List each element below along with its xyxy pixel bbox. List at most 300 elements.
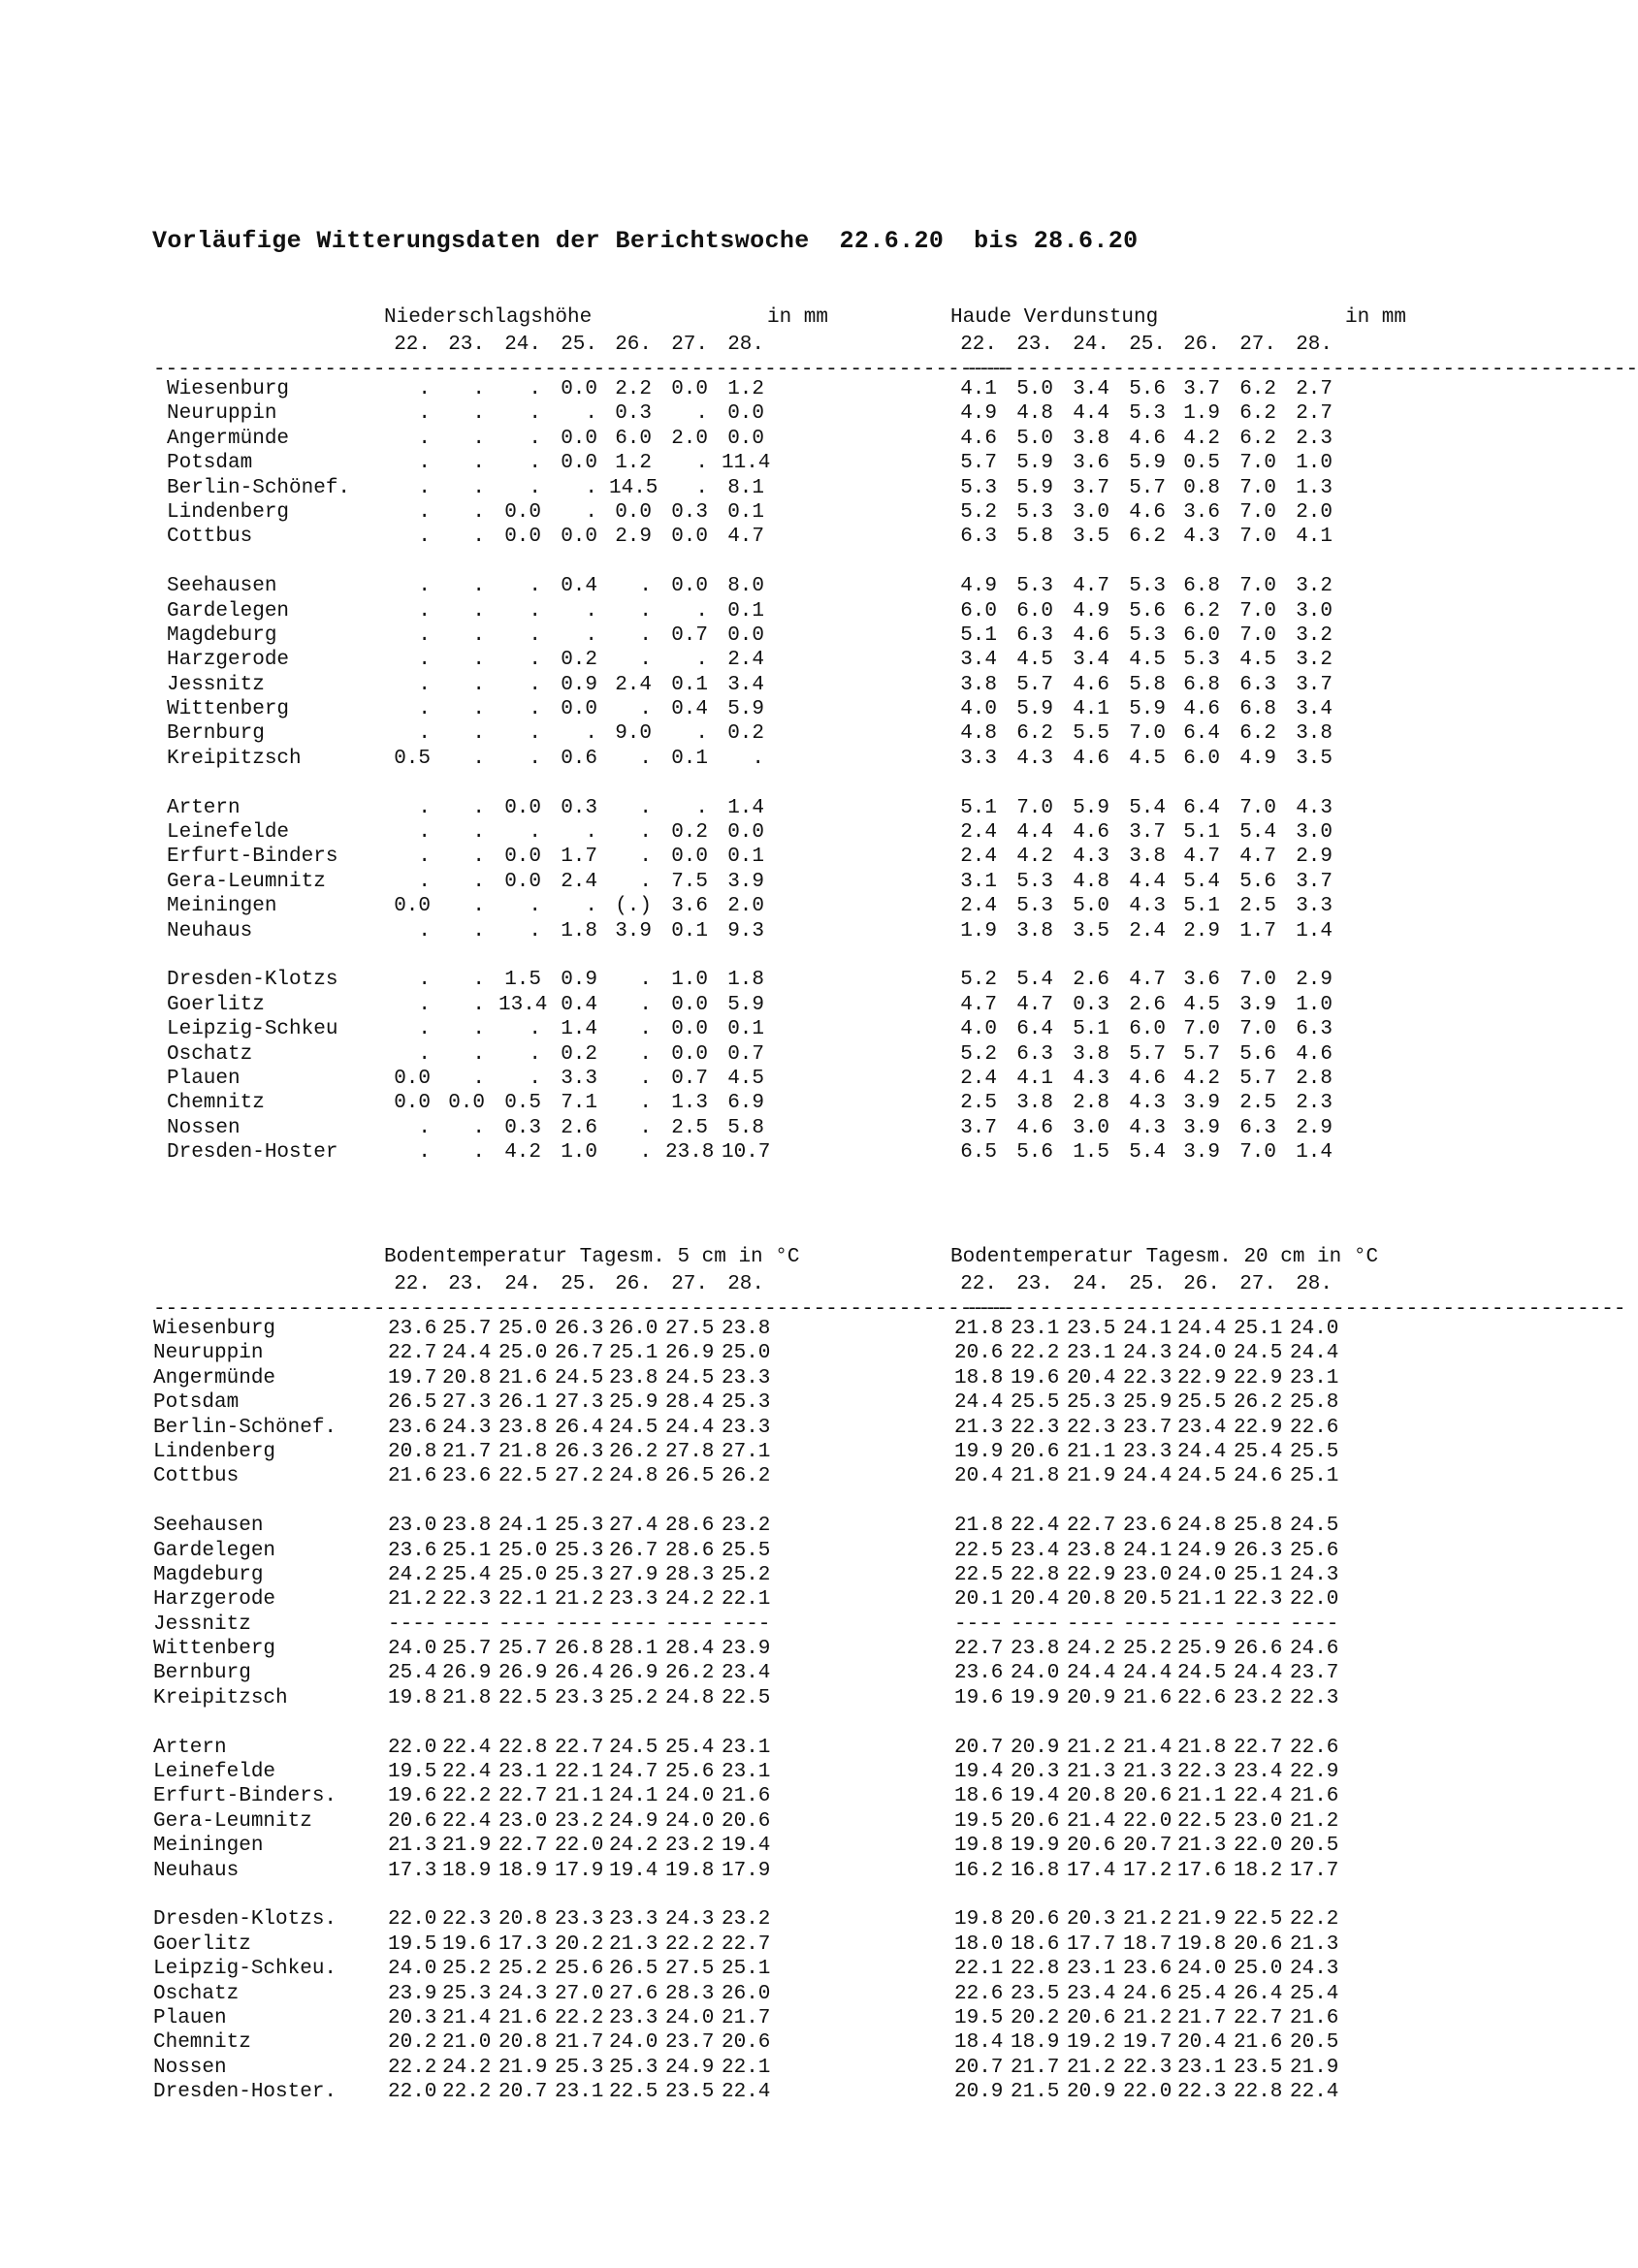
- value-cell: 25.2: [609, 1686, 658, 1709]
- value-cell: 19.9: [1011, 1686, 1060, 1709]
- value-cell: 27.1: [722, 1440, 771, 1463]
- value-cell: 19.4: [1011, 1785, 1060, 1808]
- value-cell: 24.2: [442, 2056, 492, 2079]
- value-cell: 21.9: [442, 1835, 492, 1858]
- value-cell: .: [472, 1116, 485, 1139]
- value-cell: 1.8: [561, 919, 597, 942]
- station-name: Berlin-Schönef.: [167, 476, 351, 499]
- value-cell: 24.3: [1123, 1342, 1172, 1365]
- value-cell: .: [418, 1042, 431, 1066]
- value-cell: 20.8: [498, 2031, 548, 2055]
- value-cell: .: [529, 673, 541, 696]
- table-row: [153, 1908, 1492, 1933]
- value-cell: 20.5: [1290, 2031, 1339, 2055]
- value-cell: 0.0: [504, 500, 541, 524]
- value-cell: 22.6: [1290, 1736, 1339, 1759]
- value-cell: .: [472, 378, 485, 400]
- value-cell: 25.0: [498, 1563, 548, 1586]
- precip-header: [153, 306, 1492, 334]
- precip-day-headers: [153, 334, 1492, 359]
- value-cell: .: [639, 846, 652, 869]
- value-cell: .: [472, 821, 485, 845]
- table-row: [153, 1465, 1492, 1489]
- value-cell: 22.5: [954, 1539, 1004, 1562]
- value-cell: .: [418, 476, 431, 499]
- value-cell: 0.3: [1073, 993, 1109, 1016]
- station-name: Chemnitz: [167, 1092, 265, 1115]
- value-cell: 26.4: [555, 1662, 604, 1685]
- value-cell: 1.4: [1296, 1141, 1333, 1165]
- value-cell: 24.0: [609, 2031, 658, 2055]
- value-cell: 22.3: [1177, 2081, 1227, 2104]
- station-name: Leinefelde: [167, 821, 290, 845]
- value-cell: 2.0: [727, 895, 764, 918]
- station-name: Kreipitzsch: [153, 1686, 288, 1709]
- value-cell: 25.0: [498, 1539, 548, 1562]
- value-cell: 2.3: [1296, 427, 1333, 450]
- value-cell: 0.0: [727, 821, 764, 845]
- value-cell: 25.7: [498, 1638, 548, 1661]
- table-row: [153, 624, 1492, 649]
- value-cell: 21.1: [1067, 1440, 1116, 1463]
- station-name: Cottbus: [167, 526, 253, 549]
- value-cell: 21.8: [954, 1515, 1004, 1538]
- value-cell: 23.1: [1177, 2056, 1227, 2079]
- value-cell: .: [472, 673, 485, 696]
- value-cell: 3.9: [1239, 993, 1276, 1016]
- value-cell: 17.3: [388, 1859, 437, 1882]
- value-cell: 4.6: [960, 427, 997, 450]
- value-cell: 19.9: [954, 1440, 1004, 1463]
- value-cell: 23.2: [555, 1809, 604, 1833]
- value-cell: 25.8: [1290, 1391, 1339, 1415]
- value-cell: .: [639, 649, 652, 672]
- day-header: 22.: [960, 334, 997, 356]
- value-cell: 28.4: [665, 1391, 715, 1415]
- value-cell: 0.0: [727, 427, 764, 450]
- value-cell: ----: [1123, 1613, 1172, 1636]
- value-cell: 3.0: [1296, 821, 1333, 845]
- value-cell: 22.2: [1290, 1908, 1339, 1932]
- value-cell: 5.4: [1183, 870, 1220, 893]
- value-cell: 0.0: [394, 895, 431, 918]
- value-cell: .: [695, 599, 708, 623]
- value-cell: 27.9: [609, 1563, 658, 1586]
- value-cell: 19.6: [442, 1933, 492, 1956]
- value-cell: 26.5: [665, 1465, 715, 1488]
- value-cell: 23.3: [609, 2006, 658, 2029]
- value-cell: 20.8: [442, 1366, 492, 1390]
- evap-unit: in mm: [1345, 306, 1407, 329]
- value-cell: 22.7: [388, 1342, 437, 1365]
- value-cell: 23.5: [1011, 1982, 1060, 2005]
- value-cell: 23.3: [609, 1908, 658, 1932]
- value-cell: 22.0: [555, 1835, 604, 1858]
- table-row: [153, 1737, 1492, 1761]
- table-row: [153, 748, 1492, 772]
- value-cell: 25.5: [1177, 1391, 1227, 1415]
- value-cell: 27.0: [555, 1982, 604, 2005]
- value-cell: 23.4: [1234, 1761, 1283, 1784]
- soil-20cm-label: Bodentemperatur Tagesm. 20 cm in °C: [950, 1246, 1379, 1268]
- station-name: Leipzig-Schkeu: [167, 1018, 338, 1041]
- value-cell: 1.8: [727, 969, 764, 992]
- value-cell: 4.0: [960, 698, 997, 721]
- value-cell: 1.9: [1183, 402, 1220, 426]
- value-cell: 7.0: [1129, 722, 1166, 746]
- value-cell: 18.6: [1011, 1933, 1060, 1956]
- day-header: 22.: [394, 334, 431, 356]
- value-cell: .: [472, 993, 485, 1016]
- table-row: [153, 1983, 1492, 2007]
- value-cell: 3.5: [1296, 747, 1333, 770]
- table-row: [153, 2007, 1492, 2031]
- value-cell: .: [472, 796, 485, 819]
- value-cell: 20.8: [1067, 1588, 1116, 1612]
- value-cell: .: [418, 623, 431, 647]
- value-cell: 23.9: [388, 1982, 437, 2005]
- value-cell: 4.1: [1296, 526, 1333, 549]
- value-cell: 5.4: [1239, 821, 1276, 845]
- value-cell: 0.0: [561, 378, 597, 400]
- value-cell: 6.8: [1183, 575, 1220, 598]
- station-name: Angermünde: [167, 427, 290, 450]
- value-cell: 5.7: [1239, 1067, 1276, 1090]
- value-cell: 22.0: [388, 1736, 437, 1759]
- value-cell: 19.5: [954, 2006, 1004, 2029]
- value-cell: 21.3: [1067, 1761, 1116, 1784]
- value-cell: 0.1: [727, 599, 764, 623]
- value-cell: 5.1: [1183, 895, 1220, 918]
- value-cell: 6.8: [1183, 673, 1220, 696]
- value-cell: .: [529, 452, 541, 475]
- value-cell: 21.5: [1011, 2081, 1060, 2104]
- value-cell: .: [418, 500, 431, 524]
- value-cell: 4.7: [1183, 846, 1220, 869]
- value-cell: 0.0: [504, 796, 541, 819]
- table-row: [153, 1687, 1492, 1711]
- value-cell: 0.0: [504, 846, 541, 869]
- value-cell: 5.4: [1129, 796, 1166, 819]
- value-cell: .: [639, 821, 652, 845]
- value-cell: 21.2: [1067, 1736, 1116, 1759]
- value-cell: 6.0: [615, 427, 652, 450]
- value-cell: 25.3: [722, 1391, 771, 1415]
- value-cell: 22.2: [442, 2081, 492, 2104]
- value-cell: 22.0: [1123, 1809, 1172, 1833]
- precip-label: Niederschlagshöhe: [384, 306, 593, 329]
- value-cell: 1.9: [960, 919, 997, 942]
- value-cell: 24.5: [555, 1366, 604, 1390]
- value-cell: 23.5: [1234, 2056, 1283, 2079]
- value-cell: 0.1: [727, 1018, 764, 1041]
- value-cell: .: [639, 993, 652, 1016]
- value-cell: 0.5: [394, 747, 431, 770]
- table-row: [153, 477, 1492, 501]
- value-cell: .: [639, 1141, 652, 1165]
- value-cell: 4.0: [960, 1018, 997, 1041]
- station-name: Neuruppin: [167, 402, 277, 426]
- value-cell: .: [529, 1042, 541, 1066]
- value-cell: 25.1: [1234, 1318, 1283, 1340]
- value-cell: 4.3: [1073, 846, 1109, 869]
- value-cell: 2.4: [960, 895, 997, 918]
- value-cell: 4.7: [1129, 969, 1166, 992]
- value-cell: 5.8: [727, 1116, 764, 1139]
- station-name: Goerlitz: [153, 1933, 251, 1956]
- station-name: Wiesenburg: [153, 1318, 276, 1340]
- value-cell: 26.2: [665, 1662, 715, 1685]
- table-row: [153, 452, 1492, 476]
- value-cell: 2.9: [1296, 1116, 1333, 1139]
- value-cell: 21.7: [442, 1440, 492, 1463]
- value-cell: 21.8: [1177, 1736, 1227, 1759]
- value-cell: 18.9: [442, 1859, 492, 1882]
- value-cell: 28.6: [665, 1515, 715, 1538]
- value-cell: 22.5: [1177, 1809, 1227, 1833]
- value-cell: 4.9: [960, 575, 997, 598]
- value-cell: 5.8: [1129, 673, 1166, 696]
- table-row: [153, 2031, 1492, 2056]
- value-cell: 22.2: [388, 2056, 437, 2079]
- table-row: [153, 575, 1492, 599]
- table-row: [153, 1958, 1492, 1982]
- table-row: [153, 1318, 1492, 1342]
- table-row: [153, 1342, 1492, 1366]
- value-cell: 1.7: [1239, 919, 1276, 942]
- value-cell: 23.5: [665, 2081, 715, 2104]
- value-cell: 21.3: [1177, 1835, 1227, 1858]
- value-cell: 2.5: [1239, 1092, 1276, 1115]
- value-cell: 0.0: [671, 993, 708, 1016]
- value-cell: 3.4: [1296, 698, 1333, 721]
- value-cell: .: [529, 427, 541, 450]
- value-cell: 21.8: [498, 1440, 548, 1463]
- soil-rule: [153, 1298, 1626, 1321]
- value-cell: 5.2: [960, 969, 997, 992]
- value-cell: 21.7: [1011, 2056, 1060, 2079]
- value-cell: 22.4: [1011, 1515, 1060, 1538]
- value-cell: 20.6: [1123, 1785, 1172, 1808]
- value-cell: 0.9: [561, 673, 597, 696]
- value-cell: 4.8: [1016, 402, 1053, 426]
- value-cell: 22.7: [1067, 1515, 1116, 1538]
- value-cell: 0.0: [504, 526, 541, 549]
- value-cell: 1.3: [1296, 476, 1333, 499]
- value-cell: 22.3: [1067, 1416, 1116, 1439]
- value-cell: 25.8: [1234, 1515, 1283, 1538]
- value-cell: 22.3: [1011, 1416, 1060, 1439]
- value-cell: 3.8: [1073, 427, 1109, 450]
- value-cell: 23.1: [1290, 1366, 1339, 1390]
- value-cell: .: [529, 402, 541, 426]
- value-cell: 21.1: [1177, 1785, 1227, 1808]
- value-cell: 4.2: [504, 1141, 541, 1165]
- value-cell: .: [695, 402, 708, 426]
- value-cell: 5.3: [960, 476, 997, 499]
- value-cell: 21.6: [498, 2006, 548, 2029]
- value-cell: 22.9: [1177, 1366, 1227, 1390]
- value-cell: 25.5: [1290, 1440, 1339, 1463]
- value-cell: 22.2: [442, 1785, 492, 1808]
- table-row: [153, 1092, 1492, 1116]
- group-gap: [153, 1884, 1492, 1908]
- value-cell: 6.0: [960, 599, 997, 623]
- group-gap: [153, 551, 1492, 575]
- value-cell: 22.3: [1123, 1366, 1172, 1390]
- value-cell: .: [418, 378, 431, 400]
- value-cell: 23.4: [722, 1662, 771, 1685]
- value-cell: 25.2: [442, 1958, 492, 1981]
- value-cell: 20.7: [498, 2081, 548, 2104]
- value-cell: 19.8: [388, 1686, 437, 1709]
- value-cell: 5.0: [1016, 427, 1053, 450]
- value-cell: 26.0: [722, 1982, 771, 2005]
- value-cell: 3.7: [1129, 821, 1166, 845]
- value-cell: 24.2: [665, 1588, 715, 1612]
- value-cell: 7.0: [1239, 575, 1276, 598]
- value-cell: .: [418, 1018, 431, 1041]
- table-row: [153, 402, 1492, 427]
- value-cell: 0.0: [671, 846, 708, 869]
- value-cell: .: [529, 747, 541, 770]
- value-cell: 3.5: [1073, 526, 1109, 549]
- value-cell: 3.3: [561, 1067, 597, 1090]
- value-cell: 22.0: [1123, 2081, 1172, 2104]
- value-cell: .: [472, 599, 485, 623]
- value-cell: 24.3: [1290, 1958, 1339, 1981]
- value-cell: 20.4: [1011, 1588, 1060, 1612]
- value-cell: 23.0: [388, 1515, 437, 1538]
- value-cell: ----: [1177, 1613, 1227, 1636]
- value-cell: 23.6: [442, 1465, 492, 1488]
- value-cell: 20.9: [1067, 1686, 1116, 1709]
- value-cell: 5.0: [1073, 895, 1109, 918]
- value-cell: 7.0: [1239, 526, 1276, 549]
- value-cell: 0.5: [504, 1092, 541, 1115]
- value-cell: 5.3: [1016, 575, 1053, 598]
- value-cell: 5.9: [727, 698, 764, 721]
- value-cell: .: [418, 993, 431, 1016]
- value-cell: 21.4: [1067, 1809, 1116, 1833]
- value-cell: .: [472, 698, 485, 721]
- value-cell: .: [472, 623, 485, 647]
- table-row: [153, 649, 1492, 673]
- value-cell: 26.1: [498, 1391, 548, 1415]
- value-cell: 18.7: [1123, 1933, 1172, 1956]
- value-cell: 21.7: [1177, 2006, 1227, 2029]
- value-cell: 23.9: [722, 1638, 771, 1661]
- table-row: [153, 821, 1492, 846]
- value-cell: 22.6: [954, 1982, 1004, 2005]
- value-cell: 22.8: [1234, 2081, 1283, 2104]
- value-cell: 17.9: [555, 1859, 604, 1882]
- value-cell: 26.2: [722, 1465, 771, 1488]
- value-cell: 27.4: [609, 1515, 658, 1538]
- value-cell: 4.6: [1129, 1067, 1166, 1090]
- value-cell: 4.3: [1129, 1116, 1166, 1139]
- value-cell: 26.6: [1234, 1638, 1283, 1661]
- station-name: Lindenberg: [153, 1440, 276, 1463]
- value-cell: 25.3: [555, 2056, 604, 2079]
- value-cell: 22.2: [555, 2006, 604, 2029]
- value-cell: 22.0: [1234, 1835, 1283, 1858]
- value-cell: 4.2: [1183, 1067, 1220, 1090]
- station-name: Berlin-Schönef.: [153, 1416, 337, 1439]
- value-cell: 23.6: [954, 1662, 1004, 1685]
- value-cell: 13.4: [498, 993, 548, 1016]
- value-cell: 1.4: [1296, 919, 1333, 942]
- value-cell: 22.2: [1011, 1342, 1060, 1365]
- station-name: Potsdam: [153, 1391, 240, 1415]
- value-cell: 24.5: [1290, 1515, 1339, 1538]
- value-cell: 23.1: [722, 1761, 771, 1784]
- value-cell: 9.0: [615, 722, 652, 746]
- value-cell: 19.9: [1011, 1835, 1060, 1858]
- value-cell: 25.4: [1290, 1982, 1339, 2005]
- value-cell: 20.6: [1067, 2006, 1116, 2029]
- value-cell: 25.3: [555, 1539, 604, 1562]
- value-cell: 5.3: [1183, 649, 1220, 672]
- value-cell: 20.4: [954, 1465, 1004, 1488]
- value-cell: 25.1: [609, 1342, 658, 1365]
- table-row: [153, 378, 1492, 402]
- value-cell: 19.2: [1067, 2031, 1116, 2055]
- value-cell: 3.1: [960, 870, 997, 893]
- value-cell: .: [418, 870, 431, 893]
- value-cell: 19.4: [609, 1859, 658, 1882]
- value-cell: 22.0: [388, 2081, 437, 2104]
- value-cell: 7.0: [1016, 796, 1053, 819]
- table-row: [153, 1515, 1492, 1539]
- value-cell: 22.3: [1177, 1761, 1227, 1784]
- day-header: 28.: [727, 334, 764, 356]
- value-cell: 17.9: [722, 1859, 771, 1882]
- value-cell: 19.6: [388, 1785, 437, 1808]
- value-cell: 27.3: [442, 1391, 492, 1415]
- value-cell: 20.7: [954, 2056, 1004, 2079]
- soil-5cm-label: Bodentemperatur Tagesm. 5 cm in °C: [384, 1246, 800, 1268]
- value-cell: 20.6: [1067, 1835, 1116, 1858]
- value-cell: 1.0: [1296, 993, 1333, 1016]
- table-row: [153, 1638, 1492, 1662]
- rule-left: ----------------------------------------------------------------------: [153, 1298, 1010, 1321]
- value-cell: .: [639, 870, 652, 893]
- value-cell: 24.5: [1234, 1342, 1283, 1365]
- table-row: [153, 1810, 1492, 1835]
- value-cell: 23.8: [1011, 1638, 1060, 1661]
- value-cell: 22.8: [1011, 1958, 1060, 1981]
- value-cell: .: [639, 599, 652, 623]
- value-cell: 25.5: [1011, 1391, 1060, 1415]
- station-name: Bernburg: [167, 722, 265, 746]
- value-cell: 21.2: [388, 1588, 437, 1612]
- value-cell: 20.6: [388, 1809, 437, 1833]
- value-cell: 10.7: [722, 1141, 771, 1165]
- value-cell: 1.3: [671, 1092, 708, 1115]
- value-cell: 5.1: [960, 623, 997, 647]
- table-row: [153, 1043, 1492, 1068]
- value-cell: 4.6: [1296, 1042, 1333, 1066]
- value-cell: 24.7: [609, 1761, 658, 1784]
- value-cell: 23.6: [388, 1318, 437, 1340]
- value-cell: 26.4: [1234, 1982, 1283, 2005]
- value-cell: 19.6: [1011, 1366, 1060, 1390]
- value-cell: 21.2: [1290, 1809, 1339, 1833]
- value-cell: 5.3: [1016, 870, 1053, 893]
- value-cell: 22.3: [1234, 1588, 1283, 1612]
- station-name: Harzgerode: [167, 649, 290, 672]
